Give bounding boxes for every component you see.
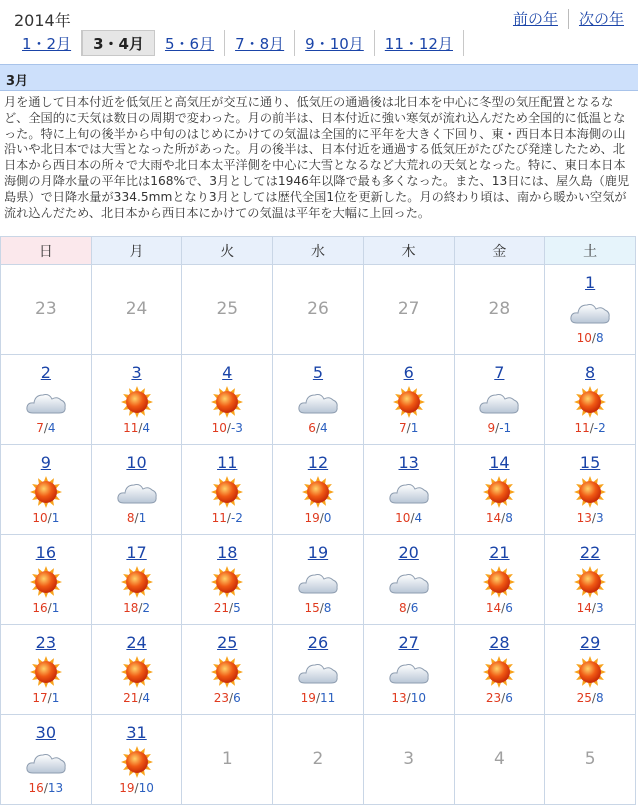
high-temp: 9 [487, 421, 496, 435]
calendar-day-cell [363, 265, 454, 355]
day-link[interactable]: 14 [489, 453, 510, 472]
tab-may-jun[interactable]: 5・6月 [155, 30, 225, 56]
calendar-day-cell[interactable] [182, 355, 273, 445]
low-temp: 13 [47, 781, 64, 795]
low-temp: 5 [233, 601, 241, 615]
low-temp: 4 [142, 691, 151, 705]
weekday-wed: 水 [273, 237, 364, 265]
temp-separator: / [501, 691, 506, 705]
calendar-day-cell [454, 265, 545, 355]
temp-separator: / [589, 421, 594, 435]
sunny-icon [115, 565, 159, 599]
calendar-week-row [1, 625, 636, 715]
calendar-day-cell[interactable] [1, 355, 92, 445]
high-temp: 16 [28, 781, 44, 795]
day-number-other-month: 26 [307, 299, 329, 319]
temp-separator: / [319, 601, 324, 615]
high-temp: 8 [399, 601, 407, 615]
calendar-day-cell[interactable] [1, 445, 92, 535]
temperature [364, 511, 454, 525]
high-temp: 17 [32, 691, 48, 705]
tab-jan-feb[interactable]: 1・2月 [12, 30, 82, 56]
low-temp: 10 [138, 781, 154, 795]
sunny-icon [387, 385, 431, 419]
temperature [273, 421, 363, 435]
day-link[interactable]: 12 [307, 453, 329, 472]
sunny-icon [205, 385, 249, 419]
temperature [182, 601, 272, 615]
calendar-day-cell [363, 715, 454, 805]
temp-separator: / [134, 511, 139, 525]
temperature [92, 511, 182, 525]
sunny-icon [477, 475, 521, 509]
calendar-day-cell[interactable] [182, 445, 273, 535]
low-temp: 1 [51, 511, 60, 525]
cloudy-icon [296, 385, 340, 419]
temp-separator: / [138, 421, 143, 435]
weekday-sat: 土 [545, 237, 636, 265]
temperature [1, 421, 91, 435]
temperature [182, 421, 272, 435]
calendar-day-cell[interactable] [91, 715, 182, 805]
high-temp: 25 [576, 691, 592, 705]
weekday-tue: 火 [182, 237, 273, 265]
temp-separator: / [591, 331, 596, 345]
sunny-icon [568, 385, 612, 419]
calendar-day-cell [454, 715, 545, 805]
cloudy-icon [387, 655, 431, 689]
month-description: 月を通して日本付近を低気圧と高気圧が交互に通り、低気圧の通過後は北日本を中心に冬型の気圧配置となるなど、全国的に天気は数日の周期で変わった。月の前半は、日本付近に強い寒気が流れ込んだため全国的に低温となった。特に上旬の後半から中旬のはじめにかけての気温は全国的に平年を大きく下回り、東・西日本日本海側の山沿いや北日本では大雪となった所があった。月の後半は、日本付近を通過する低気圧がたびたび発達したため、北日本から西日本の所々で大雨や北日本太平洋側を中心に大雪となるなど大荒れの天気となった。特に、東日本日本海側の月降水量の平年比は168%で、3月としては1946年以降で最も多くなった。また、13日には、屋久島（鹿児島県）で日降水量が334.5mmとなり3月としては歴代全国1位を更新した。月の終わり頃は、南から暖かい空気が流れ込んだため、北日本から西日本にかけての気温は平年を大幅に上回った。 [0, 91, 638, 236]
high-temp: 23 [213, 691, 230, 705]
weekday-thu: 木 [363, 237, 454, 265]
cloudy-icon [296, 655, 340, 689]
calendar-day-cell [1, 265, 92, 355]
high-temp: 7 [36, 421, 44, 435]
high-temp: 11 [211, 511, 227, 525]
calendar-day-cell[interactable] [182, 625, 273, 715]
year-navigation [513, 8, 624, 29]
low-temp: 1 [51, 691, 60, 705]
day-link[interactable]: 18 [217, 543, 238, 562]
low-temp: 8 [595, 331, 604, 345]
high-temp: 11 [574, 421, 590, 435]
calendar-day-cell[interactable] [91, 625, 182, 715]
temp-separator: / [134, 781, 139, 795]
temperature [182, 511, 272, 525]
temperature [92, 601, 182, 615]
temperature [545, 601, 635, 615]
calendar-day-cell[interactable] [363, 445, 454, 535]
sunny-icon [568, 475, 612, 509]
calendar-day-cell [91, 265, 182, 355]
low-temp: 2 [142, 601, 151, 615]
calendar-day-cell[interactable] [91, 535, 182, 625]
day-link[interactable]: 11 [217, 453, 238, 472]
high-temp: 19 [119, 781, 135, 795]
day-link[interactable]: 3 [131, 363, 142, 382]
cloudy-icon [296, 565, 340, 599]
calendar-day-cell[interactable] [454, 445, 545, 535]
high-temp: 18 [123, 601, 139, 615]
calendar-body [1, 265, 636, 805]
high-temp: 19 [304, 511, 320, 525]
calendar-day-cell [182, 265, 273, 355]
day-number-other-month: 23 [35, 299, 57, 319]
calendar-day-cell[interactable] [1, 535, 92, 625]
temp-separator: / [406, 691, 411, 705]
sunny-icon [115, 655, 159, 689]
calendar-week-row [1, 535, 636, 625]
low-temp: 4 [47, 421, 56, 435]
calendar-day-cell[interactable] [273, 535, 364, 625]
temperature [1, 511, 91, 525]
calendar-day-cell[interactable] [273, 445, 364, 535]
low-temp: -2 [593, 421, 606, 435]
weekday-mon: 月 [91, 237, 182, 265]
temperature [1, 691, 91, 705]
sunny-icon [205, 655, 249, 689]
temperature [364, 421, 454, 435]
day-link[interactable]: 6 [403, 363, 414, 382]
day-link[interactable]: 9 [40, 453, 51, 472]
calendar-week-row [1, 265, 636, 355]
high-temp: 10 [211, 421, 227, 435]
day-link[interactable]: 1 [585, 273, 596, 292]
temp-separator: / [406, 421, 411, 435]
high-temp: 10 [32, 511, 48, 525]
temperature [1, 601, 91, 615]
temp-separator: / [43, 421, 48, 435]
day-number-other-month: 27 [397, 299, 420, 319]
calendar-day-cell [182, 715, 273, 805]
calendar-table [0, 236, 636, 805]
temperature [545, 511, 635, 525]
day-link[interactable]: 21 [489, 543, 510, 562]
high-temp: 14 [485, 601, 502, 615]
calendar-week-row [1, 445, 636, 535]
cloudy-icon [387, 565, 431, 599]
calendar-day-cell [273, 715, 364, 805]
low-temp: 4 [414, 511, 423, 525]
temp-separator: / [315, 421, 320, 435]
cloudy-icon [24, 745, 68, 779]
weekday-header-row [1, 237, 636, 265]
calendar-day-cell[interactable] [545, 265, 636, 355]
day-link[interactable]: 28 [489, 633, 510, 652]
day-link[interactable]: 26 [307, 633, 329, 652]
sunny-icon [24, 655, 68, 689]
calendar-day-cell[interactable] [545, 445, 636, 535]
low-temp: 4 [319, 421, 328, 435]
low-temp: 6 [233, 691, 241, 705]
temp-separator: / [47, 691, 52, 705]
next-year-link[interactable]: 次の年 [578, 10, 624, 28]
calendar-day-cell[interactable] [363, 625, 454, 715]
low-temp: 6 [505, 601, 513, 615]
day-link[interactable]: 17 [126, 543, 147, 562]
low-temp: 3 [595, 511, 604, 525]
calendar-day-cell[interactable] [1, 625, 92, 715]
low-temp: -2 [230, 511, 243, 525]
high-temp: 14 [576, 601, 592, 615]
low-temp: 6 [410, 601, 419, 615]
day-link[interactable]: 27 [398, 633, 419, 652]
cloudy-icon [115, 475, 159, 509]
temperature [545, 331, 635, 345]
temp-separator: / [406, 601, 411, 615]
temp-separator: / [319, 511, 324, 525]
low-temp: 3 [595, 601, 604, 615]
low-temp: 8 [323, 601, 332, 615]
low-temp: 10 [410, 691, 426, 705]
low-temp: 1 [410, 421, 419, 435]
day-link[interactable]: 19 [307, 543, 329, 562]
low-temp: 1 [138, 511, 147, 525]
high-temp: 6 [308, 421, 316, 435]
high-temp: 10 [395, 511, 411, 525]
temperature [182, 691, 272, 705]
day-link[interactable]: 8 [585, 363, 596, 382]
calendar-day-cell[interactable] [545, 535, 636, 625]
calendar-day-cell [545, 715, 636, 805]
divider [568, 9, 569, 29]
temperature [455, 691, 545, 705]
cloudy-icon [568, 295, 612, 329]
prev-year-link[interactable]: 前の年 [512, 10, 558, 28]
low-temp: -1 [499, 421, 512, 435]
high-temp: 21 [213, 601, 230, 615]
calendar-day-cell[interactable] [273, 355, 364, 445]
low-temp: 1 [51, 601, 60, 615]
temp-separator: / [138, 601, 143, 615]
day-number-other-month: 28 [488, 299, 511, 319]
sunny-icon [24, 475, 68, 509]
day-number-other-month: 5 [584, 749, 596, 769]
calendar-day-cell[interactable] [91, 445, 182, 535]
high-temp: 14 [485, 511, 502, 525]
temp-separator: / [315, 691, 320, 705]
temperature [273, 511, 363, 525]
day-number-other-month: 1 [221, 749, 233, 769]
low-temp: 0 [323, 511, 332, 525]
temp-separator: / [591, 601, 596, 615]
calendar-day-cell[interactable] [545, 355, 636, 445]
temperature [273, 601, 363, 615]
day-link[interactable]: 22 [579, 543, 601, 562]
year-label: 2014年 [14, 11, 71, 30]
temp-separator: / [501, 511, 506, 525]
high-temp: 19 [300, 691, 316, 705]
temp-separator: / [43, 781, 48, 795]
calendar-day-cell [273, 265, 364, 355]
temp-separator: / [47, 511, 52, 525]
temp-separator: / [495, 421, 500, 435]
day-link[interactable]: 30 [35, 723, 57, 742]
day-link[interactable]: 31 [126, 723, 147, 742]
temp-separator: / [226, 421, 231, 435]
month-title: 3月 [0, 64, 638, 91]
day-number-other-month: 3 [403, 749, 415, 769]
low-temp: 8 [505, 511, 513, 525]
tab-nov-dec[interactable]: 11・12月 [375, 30, 464, 56]
month-tabs [12, 30, 464, 56]
high-temp: 11 [123, 421, 139, 435]
day-number-other-month: 25 [216, 299, 239, 319]
calendar-day-cell[interactable] [182, 535, 273, 625]
temperature [1, 781, 91, 795]
temp-separator: / [501, 601, 506, 615]
high-temp: 23 [485, 691, 502, 705]
day-link[interactable]: 15 [579, 453, 601, 472]
sunny-icon [477, 655, 521, 689]
temp-separator: / [591, 691, 596, 705]
calendar-day-cell[interactable] [363, 355, 454, 445]
day-link[interactable]: 20 [398, 543, 419, 562]
calendar-day-cell[interactable] [454, 535, 545, 625]
sunny-icon [568, 565, 612, 599]
day-link[interactable]: 7 [494, 363, 505, 382]
temperature [455, 511, 545, 525]
high-temp: 16 [32, 601, 48, 615]
temperature [455, 421, 545, 435]
temperature [273, 691, 363, 705]
temp-separator: / [138, 691, 143, 705]
sunny-icon [477, 565, 521, 599]
day-link[interactable]: 25 [217, 633, 238, 652]
cloudy-icon [477, 385, 521, 419]
day-number-other-month: 24 [125, 299, 148, 319]
day-link[interactable]: 13 [398, 453, 419, 472]
top-bar [0, 0, 638, 62]
tab-mar-apr[interactable]: 3・4月 [82, 30, 155, 56]
weekday-sun: 日 [1, 237, 92, 265]
temperature [545, 691, 635, 705]
sunny-icon [205, 475, 249, 509]
sunny-icon [568, 655, 612, 689]
temperature [455, 601, 545, 615]
calendar-day-cell[interactable] [273, 625, 364, 715]
high-temp: 7 [399, 421, 407, 435]
day-link[interactable]: 23 [35, 633, 57, 652]
temp-separator: / [226, 511, 231, 525]
sunny-icon [296, 475, 340, 509]
temp-separator: / [591, 511, 596, 525]
temp-separator: / [410, 511, 415, 525]
high-temp: 21 [123, 691, 139, 705]
day-link[interactable]: 16 [35, 543, 57, 562]
day-link[interactable]: 10 [126, 453, 147, 472]
calendar-day-cell[interactable] [1, 715, 92, 805]
temperature [364, 691, 454, 705]
high-temp: 10 [576, 331, 592, 345]
sunny-icon [115, 385, 159, 419]
calendar-week-row [1, 715, 636, 805]
temperature [92, 781, 182, 795]
high-temp: 13 [576, 511, 592, 525]
sunny-icon [205, 565, 249, 599]
high-temp: 13 [391, 691, 407, 705]
low-temp: 6 [505, 691, 513, 705]
day-link[interactable]: 2 [40, 363, 51, 382]
temp-separator: / [47, 601, 52, 615]
cloudy-icon [24, 385, 68, 419]
temperature [92, 691, 182, 705]
day-link[interactable]: 29 [579, 633, 601, 652]
high-temp: 15 [304, 601, 320, 615]
low-temp: -3 [230, 421, 243, 435]
day-number-other-month: 4 [493, 749, 505, 769]
temperature [545, 421, 635, 435]
low-temp: 8 [595, 691, 604, 705]
day-link[interactable]: 5 [312, 363, 324, 382]
temperature [92, 421, 182, 435]
weekday-fri: 金 [454, 237, 545, 265]
calendar-day-cell[interactable] [545, 625, 636, 715]
tab-jul-aug[interactable]: 7・8月 [225, 30, 295, 56]
low-temp: 11 [319, 691, 336, 705]
calendar-week-row [1, 355, 636, 445]
calendar-day-cell[interactable] [91, 355, 182, 445]
calendar-day-cell[interactable] [363, 535, 454, 625]
day-link[interactable]: 24 [126, 633, 147, 652]
calendar-day-cell[interactable] [454, 355, 545, 445]
temp-separator: / [229, 691, 234, 705]
low-temp: 4 [142, 421, 151, 435]
temperature [364, 601, 454, 615]
calendar-day-cell[interactable] [454, 625, 545, 715]
sunny-icon [24, 565, 68, 599]
day-number-other-month: 2 [312, 749, 324, 769]
tab-sep-oct[interactable]: 9・10月 [295, 30, 375, 56]
day-link[interactable]: 4 [222, 363, 233, 382]
cloudy-icon [387, 475, 431, 509]
temp-separator: / [229, 601, 234, 615]
high-temp: 8 [126, 511, 135, 525]
sunny-icon [115, 745, 159, 779]
